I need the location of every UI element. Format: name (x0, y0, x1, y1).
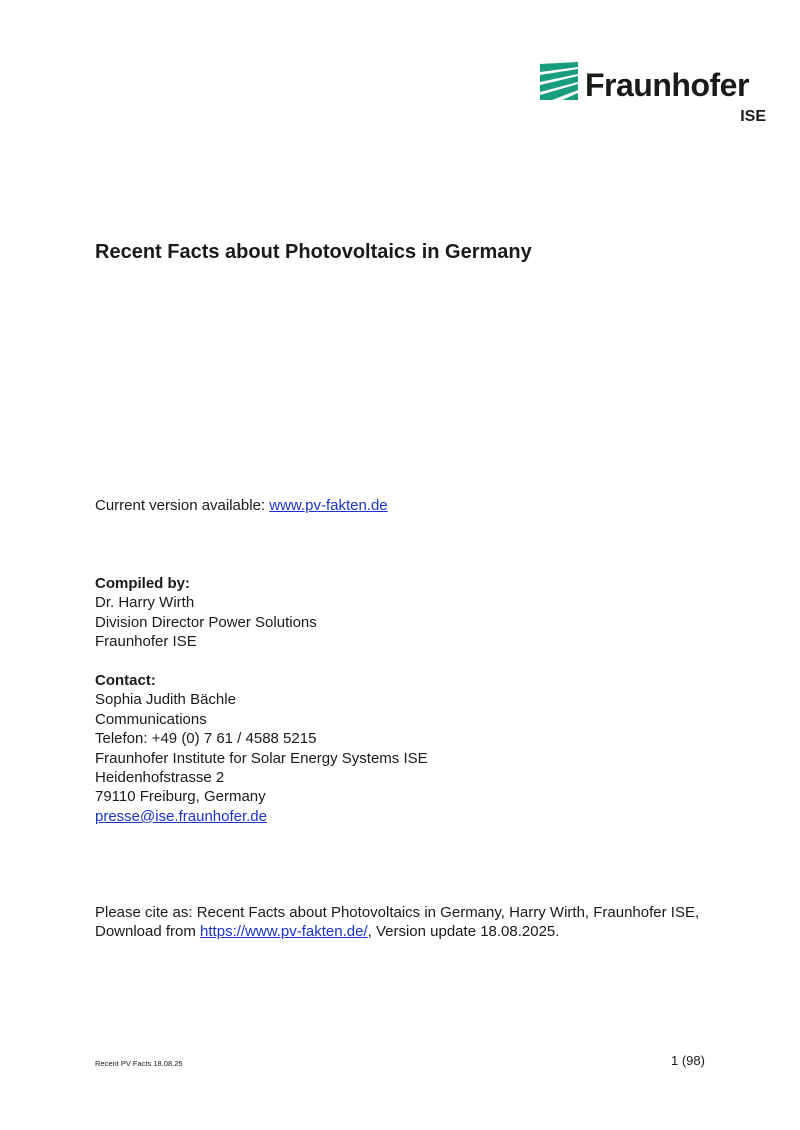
contact-line: Heidenhofstrasse 2 (95, 769, 225, 787)
contact-heading: Contact: (95, 672, 156, 689)
contact-line: Communications (95, 710, 207, 728)
contact-email-link[interactable]: presse@ise.fraunhofer.de (95, 807, 267, 825)
contact-line: Telefon: +49 (0) 7 61 / 4588 5215 (95, 730, 317, 748)
document-title: Recent Facts about Photovoltaics in Germany (95, 241, 532, 263)
fraunhofer-logo-subtext: ISE (740, 108, 766, 125)
compiled-by-heading: Compiled by: (95, 575, 191, 592)
contact-line: Fraunhofer Institute for Solar Energy Systems ISE (95, 749, 428, 767)
citation-prefix: Download from (95, 923, 201, 941)
compiled-by-block (95, 574, 317, 652)
citation-suffix: , Version update 18.08.2025. (367, 923, 560, 941)
version-prefix: Current version available: (95, 497, 270, 514)
footer-doc-label: Recent PV Facts 18.08.25 (95, 1059, 183, 1068)
version-link[interactable]: www.pv-fakten.de (269, 497, 388, 514)
fraunhofer-logo-mark-icon (540, 62, 578, 100)
fraunhofer-logo-text: Fraunhofer (585, 67, 749, 103)
citation-block (95, 903, 699, 942)
contact-line: Sophia Judith Bächle (95, 691, 236, 709)
compiled-by-line: Division Director Power Solutions (95, 613, 317, 631)
citation-line-1: Please cite as: Recent Facts about Photovoltaics in Germany, Harry Wirth, Fraunhofer ISE, (95, 904, 700, 921)
contact-block (95, 671, 428, 826)
fraunhofer-logo (540, 62, 770, 130)
citation-link[interactable]: https://www.pv-fakten.de/ (200, 923, 368, 941)
version-paragraph (95, 496, 388, 515)
compiled-by-line: Dr. Harry Wirth (95, 594, 195, 612)
contact-line: 79110 Freiburg, Germany (95, 788, 266, 806)
footer-page-number: 1 (98) (671, 1053, 705, 1068)
compiled-by-line: Fraunhofer ISE (95, 633, 197, 651)
